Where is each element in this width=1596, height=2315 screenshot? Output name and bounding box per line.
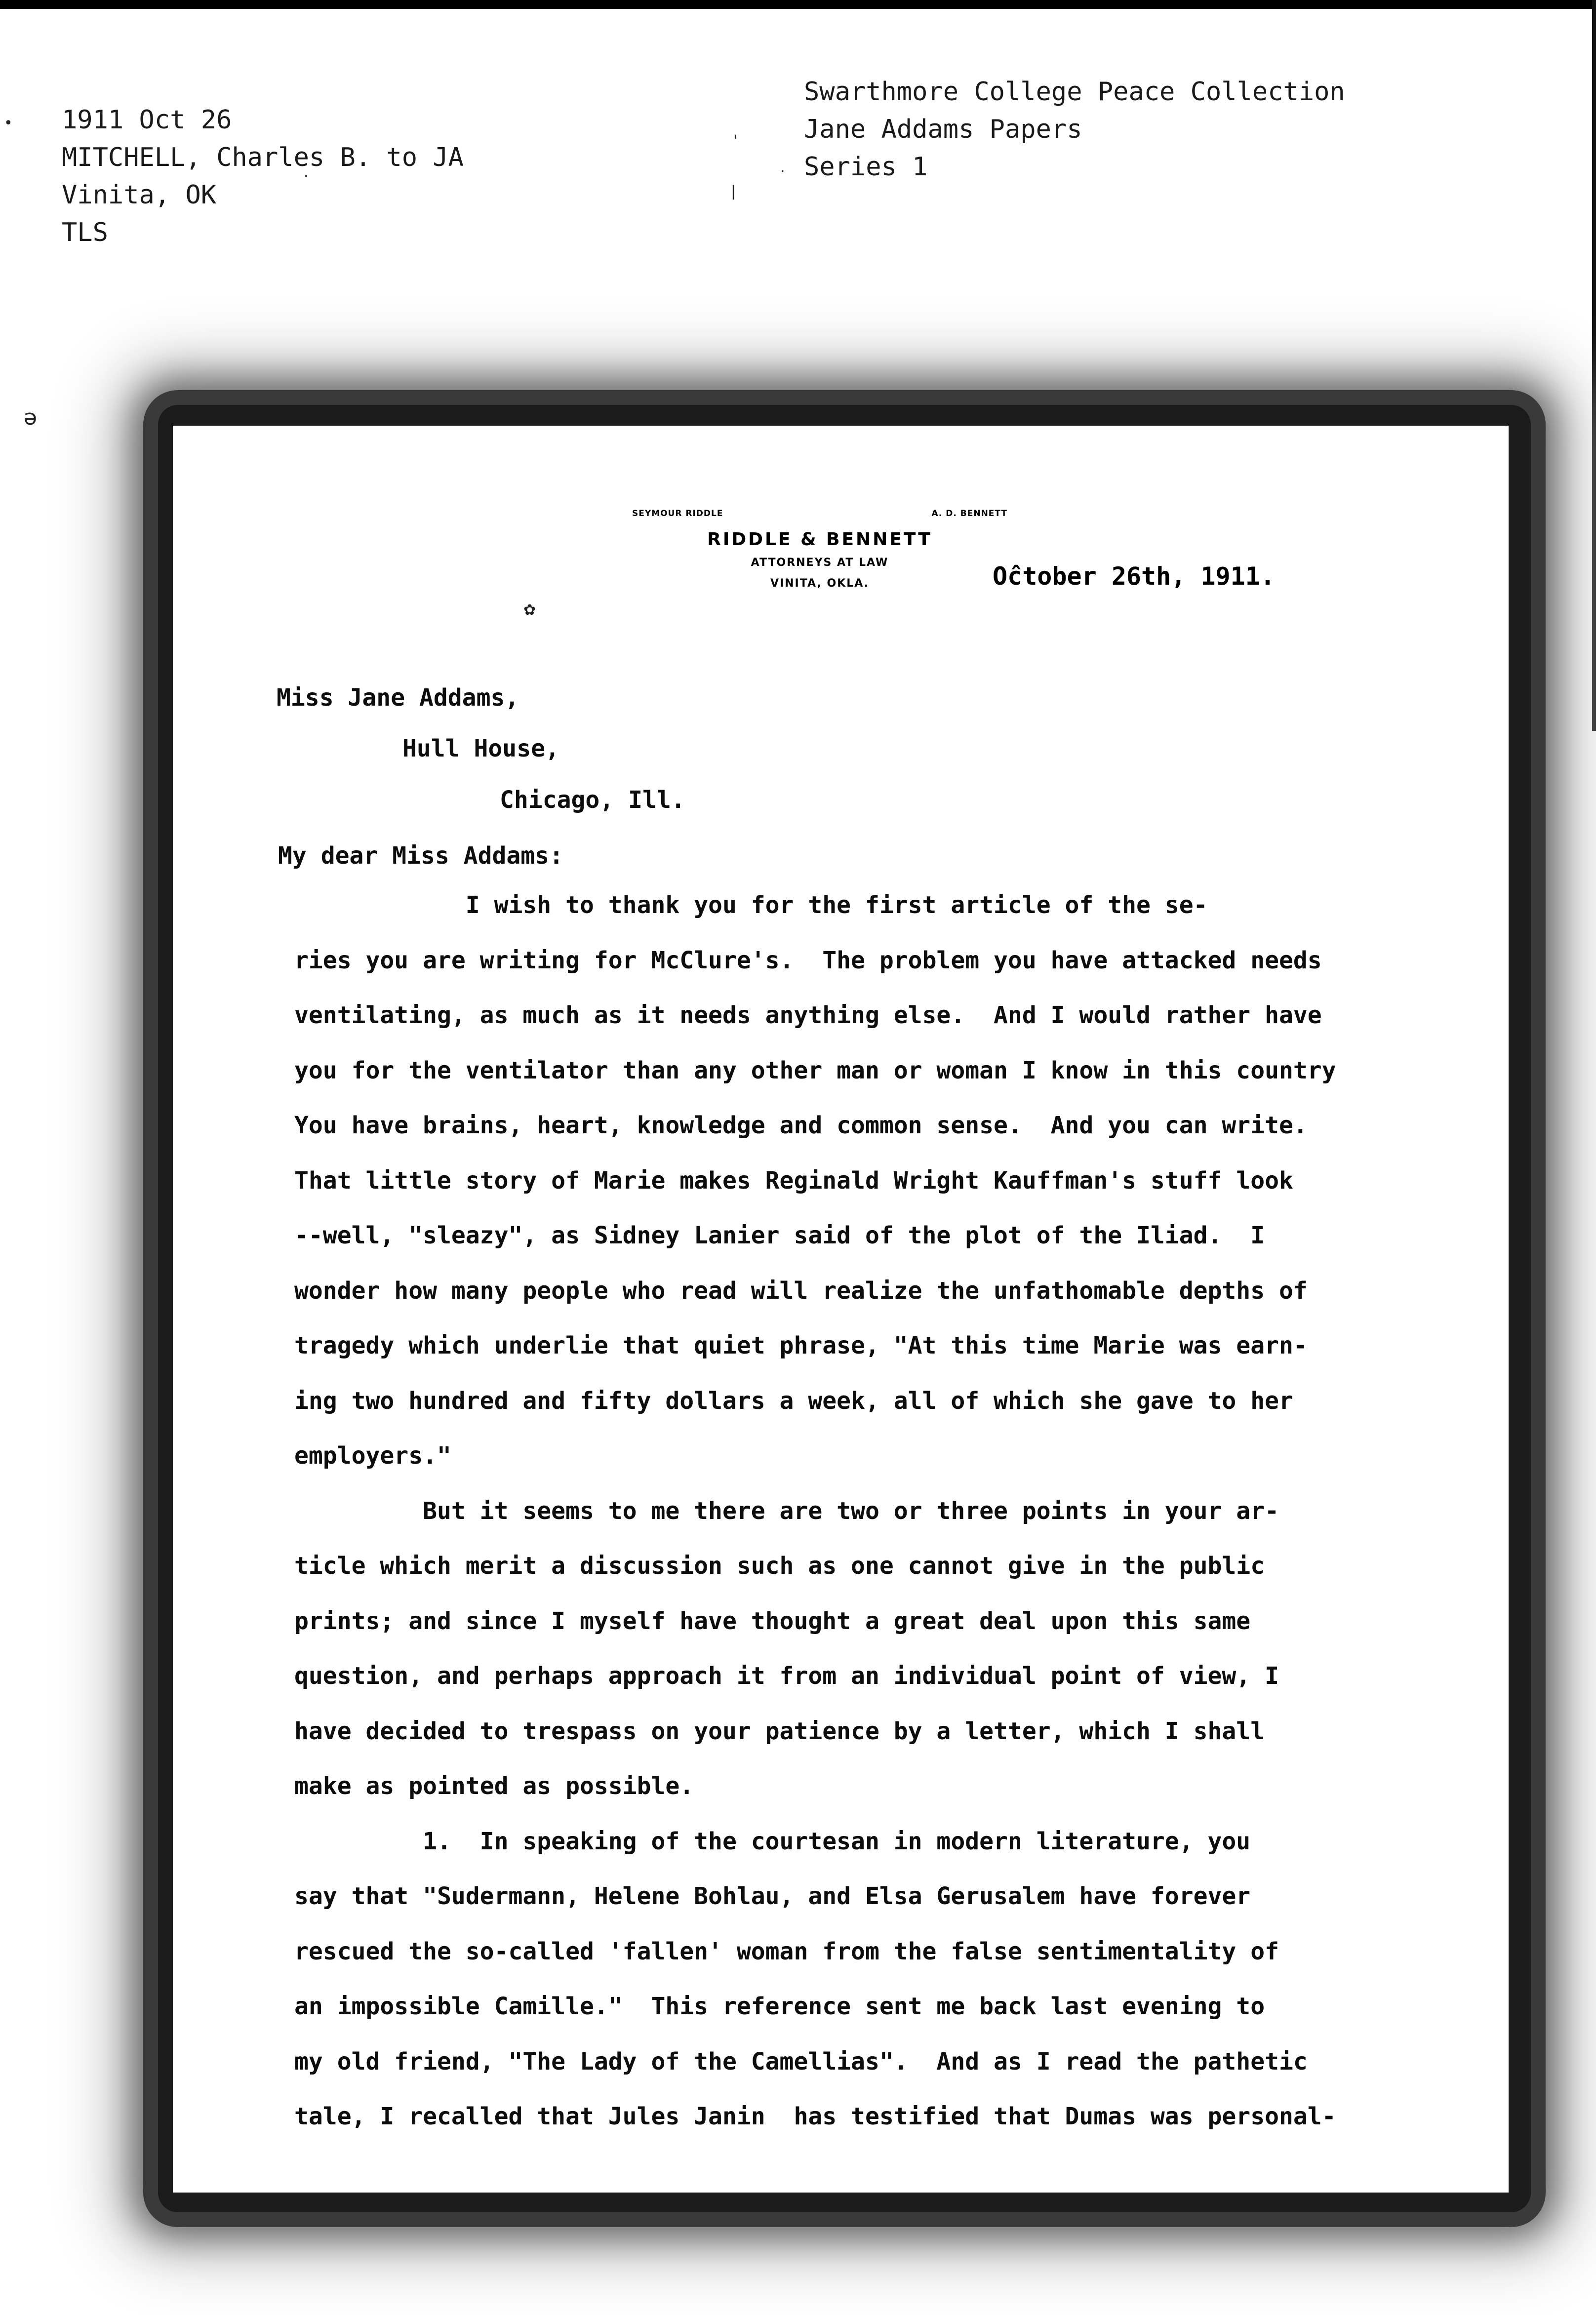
letterhead-partners	[632, 509, 1007, 519]
archive-correspondents: MITCHELL, Charles B. to JA	[62, 143, 464, 172]
body-line: wonder how many people who read will realize the unfathomable depths of	[294, 1277, 1308, 1305]
body-line: That little story of Marie makes Reginald Wright Kauffman's stuff look	[294, 1166, 1293, 1195]
body-line: an impossible Camille." This reference sent me back last evening to	[294, 1993, 1265, 2020]
archive-date: 1911 Oct 26	[62, 105, 232, 135]
partner-left: SEYMOUR RIDDLE	[632, 509, 723, 519]
archive-label-left	[62, 101, 464, 251]
body-line: question, and perhaps approach it from an individual point of view, I	[294, 1662, 1279, 1690]
archive-type: TLS	[62, 218, 108, 247]
partner-right: A. D. BENNETT	[931, 509, 1007, 519]
letterhead	[632, 509, 1007, 594]
body-line: --well, "sleazy", as Sidney Lanier said of the plot of the Iliad. I	[294, 1222, 1265, 1249]
recipient-address: Hull House,	[402, 735, 559, 762]
archive-label-right	[804, 73, 1345, 186]
papers-name: Jane Addams Papers	[804, 115, 1082, 144]
body-line: prints; and since I myself have thought a great deal upon this same	[294, 1607, 1251, 1635]
salutation: My dear Miss Addams:	[278, 842, 563, 870]
body-line: ing two hundred and fifty dollars a week, all of which she gave to her	[294, 1387, 1293, 1415]
scan-speck: •	[4, 115, 13, 132]
body-line: make as pointed as possible.	[294, 1772, 694, 1800]
body-line: have decided to trespass on your patience by a letter, which I shall	[294, 1717, 1265, 1745]
scan-speck: ✿	[523, 601, 536, 619]
firm-location: VINITA, OKLA.	[770, 577, 870, 590]
body-line: ticle which merit a discussion such as one cannot give in the public	[294, 1552, 1265, 1580]
scan-speck: '	[733, 132, 738, 150]
firm-name: RIDDLE & BENNETT	[707, 529, 932, 550]
body-line: say that "Sudermann, Helene Bohlau, and Elsa Gerusalem have forever	[294, 1882, 1251, 1910]
scan-speck: ·	[304, 168, 309, 185]
scan-speck: ·	[780, 163, 785, 180]
body-line: employers."	[294, 1442, 451, 1470]
body-line: You have brains, heart, knowledge and common sense. And you can write.	[294, 1112, 1308, 1139]
body-line: 1. In speaking of the courtesan in modern literature, you	[294, 1827, 1251, 1855]
collection-name: Swarthmore College Peace Collection	[804, 77, 1345, 107]
letter-body	[294, 883, 1450, 2150]
letter-date: Oĉtober 26th, 1911.	[993, 562, 1275, 591]
recipient-name: Miss Jane Addams,	[277, 684, 519, 712]
body-line: tale, I recalled that Jules Janin has testified that Dumas was personal-	[294, 2103, 1336, 2130]
series-name: Series 1	[804, 152, 928, 182]
body-line: I wish to thank you for the first article of the se-	[294, 891, 1208, 919]
body-line: But it seems to me there are two or three points in your ar-	[294, 1497, 1279, 1525]
body-line: you for the ventilator than any other man or woman I know in this country	[294, 1056, 1336, 1084]
scan-speck: |	[731, 183, 736, 200]
scan-speck: ə	[24, 405, 38, 430]
archive-place: Vinita, OK	[62, 180, 217, 210]
body-line: rescued the so-called 'fallen' woman from the false sentimentality of	[294, 1937, 1279, 1965]
scan-right-border	[1592, 0, 1596, 731]
body-line: tragedy which underlie that quiet phrase, "At this time Marie was earn-	[294, 1332, 1308, 1359]
recipient-city: Chicago, Ill.	[500, 786, 685, 814]
body-line: my old friend, "The Lady of the Camellias". And as I read the pathetic	[294, 2047, 1308, 2076]
scan-top-border	[0, 0, 1596, 9]
firm-subtitle: ATTORNEYS AT LAW	[751, 557, 889, 569]
body-line: ries you are writing for McClure's. The problem you have attacked needs	[294, 946, 1322, 974]
body-line: ventilating, as much as it needs anything else. And I would rather have	[294, 1001, 1322, 1029]
